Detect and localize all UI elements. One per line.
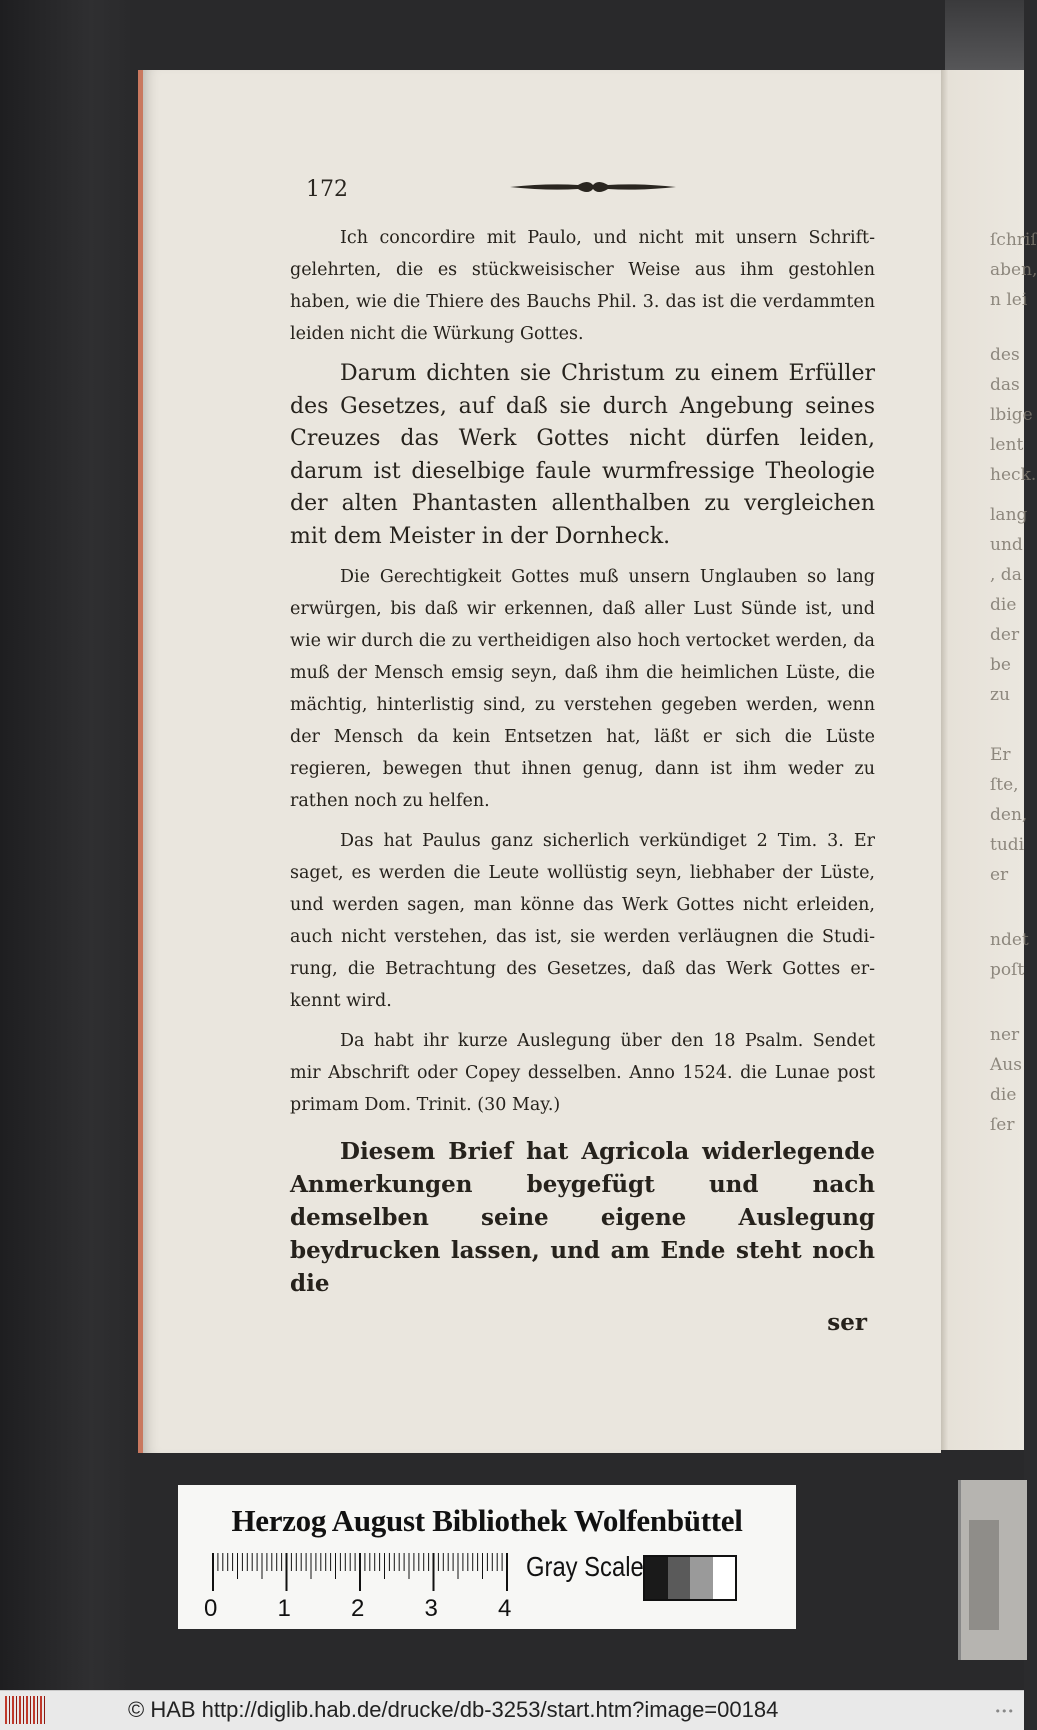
copyright-url[interactable]: © HAB http://diglib.hab.de/drucke/db-3253/start.htm?image=00184	[128, 1697, 779, 1722]
status-bar	[0, 1690, 1024, 1730]
gray-swatch	[645, 1557, 668, 1599]
barcode-icon	[5, 1696, 45, 1724]
library-title: Herzog August Bibliothek Wolfenbüttel	[231, 1503, 743, 1538]
gray-swatch	[690, 1557, 713, 1599]
more-icon[interactable]: •••	[994, 1705, 1014, 1718]
paragraph-2: Darum dichten sie Christum zu einem Erfüller des Gesetzes, auf daß sie durch Angebung seines Creuzes das Werk Gottes nicht dürfen leiden, darum ist dieselbige faule wurmfressige Theologie der alten Phantasten allenthalben zu vergleichen mit dem Meister in der Dornheck.	[290, 361, 875, 549]
paragraph-3: Die Gerechtigkeit Gottes muß unsern Unglauben so lang erwürgen, bis daß wir erkennen, daß aller Lust Sünde ist, und wie wir durch die zu vertheidigen also hoch vertocket werden, da muß der Mensch emsig seyn, daß ihm die heimlichen Lüste, die mächtig, hinterlistig sind, zu verstehen gegeben werden, wenn der Mensch da kein Entsetzen hat, läßt er sich die Lüste regieren, bewegen thut ihnen genug, dann ist ihm weder zu rathen noch zu helfen.	[290, 567, 875, 811]
page-number: 172	[306, 177, 348, 202]
scanner-edge	[945, 0, 1024, 80]
page-text	[290, 222, 875, 1339]
gray-swatches	[643, 1555, 737, 1601]
paragraph-4: Das hat Paulus ganz sicherlich verkündiget 2 Tim. 3. Er saget, es werden die Leute wollüstig seyn, liebhaber der Lüste, und werden sagen, man könne das Werk Gottes nicht erleiden, auch nicht verstehen, das ist, sie werden verläugnen die Studirung, die Betrachtung des Gesetzes, daß das Werk Gottes erkennt wird.	[290, 831, 875, 1011]
color-calibration-card	[178, 1485, 796, 1629]
gray-swatch	[668, 1557, 691, 1599]
scale-number: 0	[204, 1595, 218, 1622]
scanner-clamp	[958, 1480, 1027, 1660]
scale-numbers	[204, 1595, 524, 1625]
ruler-scale	[211, 1553, 511, 1593]
left-shadow	[0, 0, 130, 1690]
scale-number: 2	[351, 1595, 365, 1622]
scale-number: 4	[498, 1595, 512, 1622]
paragraph-6: Diesem Brief hat Agricola widerlegende Anmerkungen beygefügt und nach demselben seine eigene Auslegung beydrucken lassen, und am Ende steht noch die	[290, 1138, 875, 1297]
ornament-icon	[508, 177, 678, 197]
page-header	[160, 175, 880, 205]
paragraph-1: Ich concordire mit Paulo, und nicht mit unsern Schriftgelehrten, die es stückweisischer Weise aus ihm gestohlen haben, wie die Thiere des Bauchs Phil. 3. das ist die verdammten leiden nicht die Würkung Gottes.	[290, 228, 875, 344]
catchword: ser	[827, 1309, 867, 1336]
scale-number: 1	[277, 1595, 291, 1622]
gray-scale-label: Gray Scale	[526, 1551, 644, 1582]
paragraph-5: Da habt ihr kurze Auslegung über den 18 Psalm. Sendet mir Abschrift oder Copey desselben. Anno 1524. die Lunae post primam Dom. Trinit. (30 May.)	[290, 1031, 875, 1115]
next-page-edge: ſchriſ aben, n lei des das lbige lent heck. lang und , da die der be zu Er ſte, den, tudi er ndet poſt ner Aus die ſer	[938, 70, 1024, 1450]
scale-number: 3	[424, 1595, 438, 1622]
gray-swatch	[713, 1557, 736, 1599]
